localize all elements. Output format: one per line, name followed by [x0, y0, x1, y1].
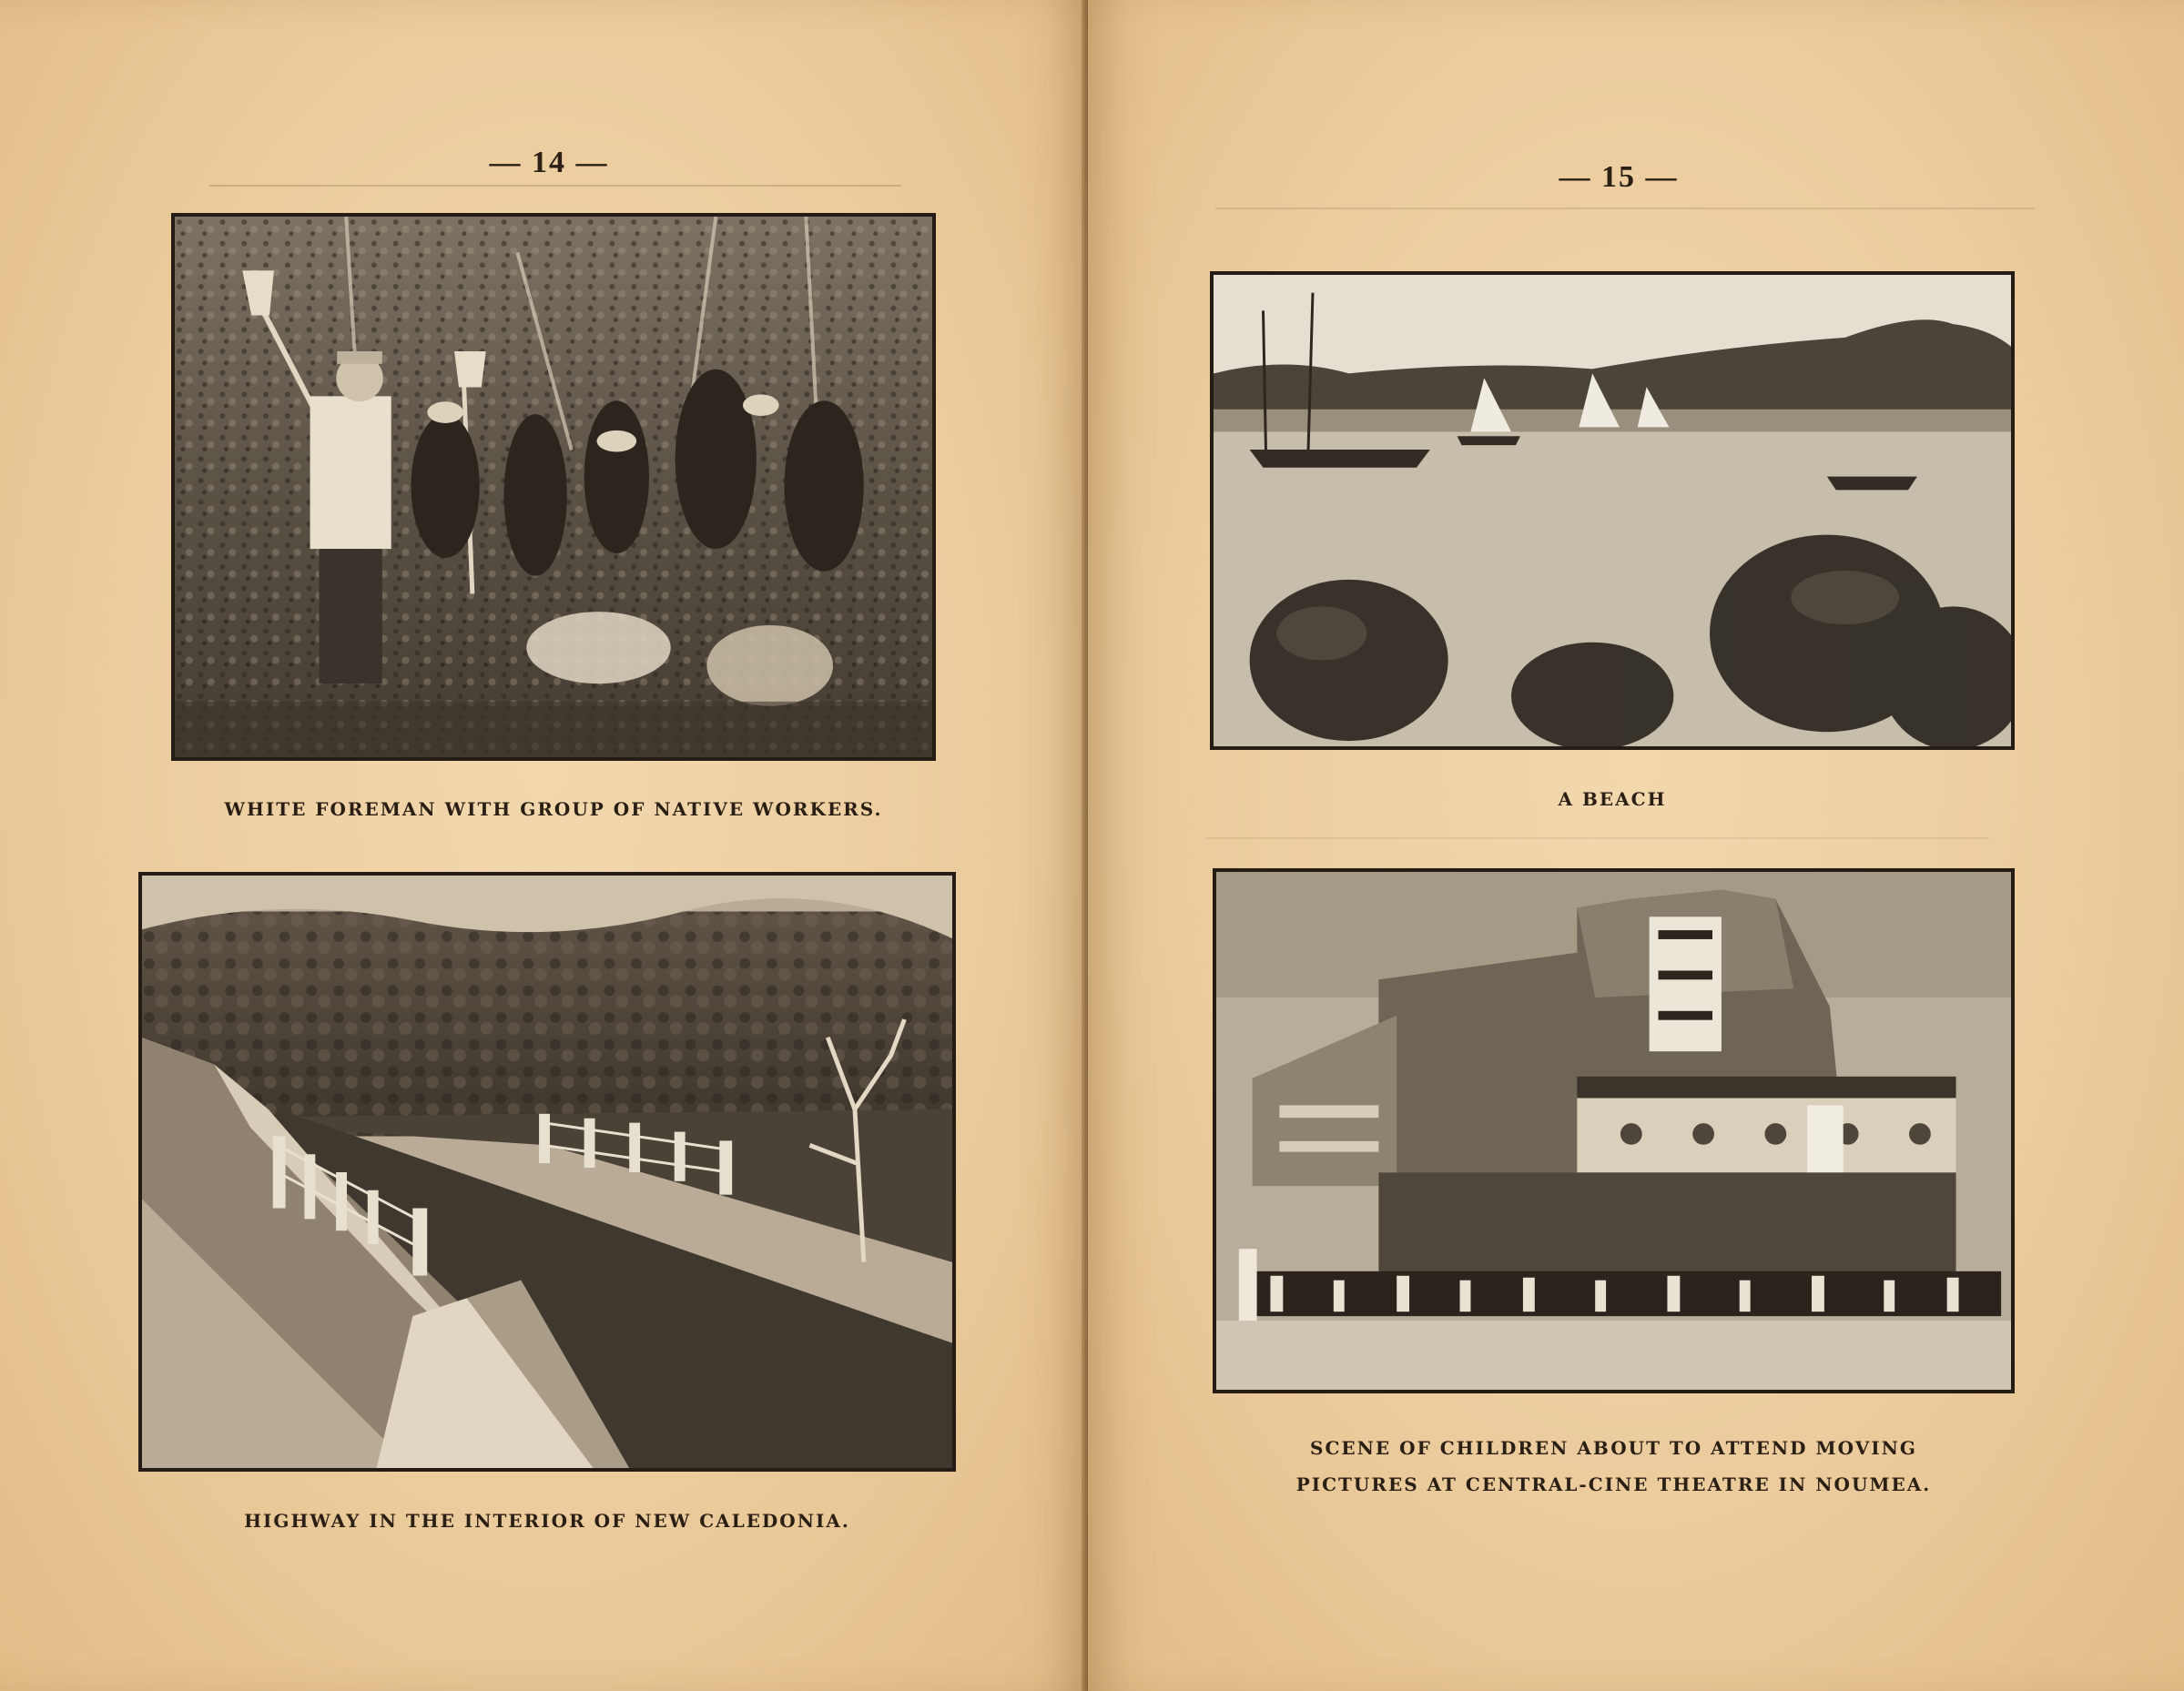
caption-cinema-line-2: PICTURES AT CENTRAL-CINE THEATRE IN NOUMEA.	[1295, 1473, 1932, 1495]
caption-foreman-workers: WHITE FOREMAN WITH GROUP OF NATIVE WORKERS.	[224, 798, 883, 820]
caption-beach: A BEACH	[1558, 788, 1667, 810]
caption-highway: HIGHWAY IN THE INTERIOR OF NEW CALEDONIA.	[244, 1510, 850, 1532]
faint-rule	[209, 185, 901, 187]
page-number-14: — 14 —	[489, 146, 609, 179]
page-number-15: — 15 —	[1559, 160, 1679, 194]
faint-rule	[1215, 208, 2035, 209]
right-page	[1088, 0, 2184, 1691]
photo-central-cine-theatre	[1213, 868, 2015, 1393]
left-page	[0, 0, 1088, 1691]
photo-foreman-workers	[171, 213, 936, 761]
photo-beach	[1210, 271, 2015, 750]
caption-cinema-line-1: SCENE OF CHILDREN ABOUT TO ATTEND MOVING	[1310, 1437, 1917, 1459]
faint-rule	[1206, 837, 1989, 839]
photo-highway-interior	[138, 872, 956, 1472]
